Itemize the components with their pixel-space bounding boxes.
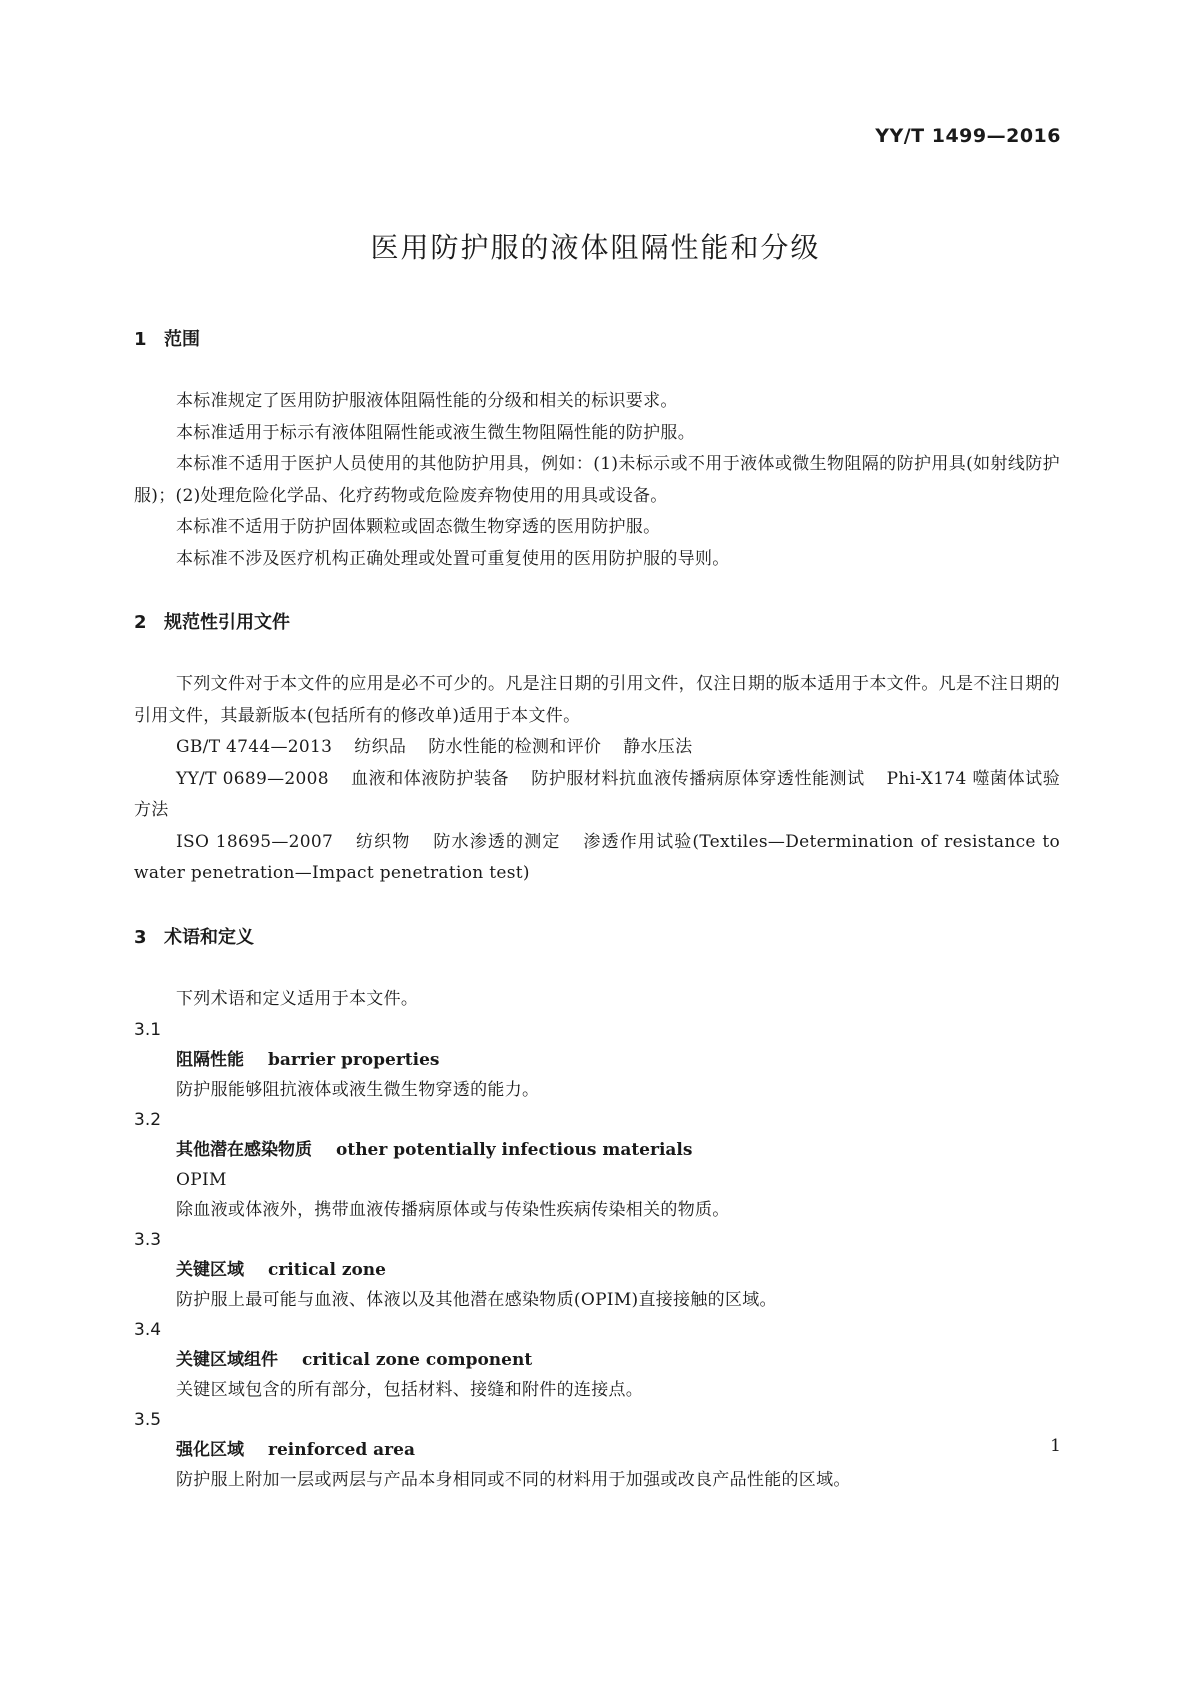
section-number: 1 [134, 329, 147, 350]
term-definition: 防护服上附加一层或两层与产品本身相同或不同的材料用于加强或改良产品性能的区域。 [176, 1470, 851, 1490]
term-entry [134, 1225, 1060, 1315]
section-number: 3 [134, 926, 147, 948]
section-title: 范围 [164, 329, 200, 350]
term-abbreviation: OPIM [176, 1170, 227, 1190]
term-name-en: barrier properties [268, 1050, 440, 1070]
term-number: 3.3 [134, 1230, 162, 1250]
term-name [134, 1255, 1060, 1285]
document-body [134, 328, 1060, 1495]
reference-code: GB/T 4744—2013 [176, 737, 333, 757]
term-entry [134, 1015, 1060, 1105]
term-name [134, 1045, 1060, 1075]
reference-entry [134, 732, 1060, 764]
paragraph: 本标准不适用于医护人员使用的其他防护用具，例如：(1)未标示或不用于液体或微生物阻隔的防护用具(如射线防护服)；(2)处理危险化学品、化疗药物或危险废弃物使用的用具或设备。 [134, 454, 1060, 506]
reference-part: Phi-X174 噬菌体试验方法 [134, 768, 1060, 820]
term-name [134, 1435, 1060, 1465]
reference-part: 纺织品 [354, 737, 407, 757]
paragraph: 本标准规定了医用防护服液体阻隔性能的分级和相关的标识要求。 [176, 391, 678, 411]
document-title: 医用防护服的液体阻隔性能和分级 [370, 231, 821, 264]
reference-code: ISO 18695—2007 [176, 831, 334, 852]
term-number: 3.2 [134, 1110, 162, 1130]
term-entry [134, 1315, 1060, 1405]
term-definition: 防护服上最可能与血液、体液以及其他潜在感染物质(OPIM)直接接触的区域。 [176, 1290, 777, 1310]
term-definition: 防护服能够阻抗液体或液生微生物穿透的能力。 [176, 1080, 540, 1100]
term-name-en: critical zone [268, 1260, 386, 1280]
term-name-cn: 阻隔性能 [176, 1050, 244, 1070]
term-name-en: critical zone component [302, 1350, 533, 1370]
reference-part: 防水渗透的测定 [432, 831, 561, 852]
term-name-cn: 关键区域组件 [176, 1350, 278, 1370]
reference-part: 防水性能的检测和评价 [428, 737, 602, 757]
page-number: 1 [1050, 1436, 1061, 1456]
reference-part: 防护服材料抗血液传播病原体穿透性能测试 [531, 768, 865, 789]
reference-code: YY/T 0689—2008 [176, 768, 329, 789]
standard-code: YY/T 1499—2016 [875, 125, 1061, 147]
term-definition: 除血液或体液外，携带血液传播病原体或与传染性疾病传染相关的物质。 [176, 1200, 730, 1220]
term-name-en: reinforced area [268, 1440, 415, 1460]
term-name-en: other potentially infectious materials [336, 1140, 693, 1160]
reference-part: 血液和体液防护装备 [350, 768, 510, 789]
reference-part: 渗透作用试验(Textiles—Determination of resistance to water penetration—Impact penetration test) [134, 831, 1060, 883]
term-number: 3.4 [134, 1320, 162, 1340]
reference-part: 纺织物 [355, 831, 411, 852]
term-name-cn: 其他潜在感染物质 [176, 1140, 312, 1160]
term-name [134, 1345, 1060, 1375]
term-name-cn: 强化区域 [176, 1440, 244, 1460]
paragraph: 本标准不涉及医疗机构正确处理或处置可重复使用的医用防护服的导则。 [176, 548, 730, 569]
section-3-heading [134, 926, 1060, 950]
paragraph: 本标准适用于标示有液体阻隔性能或液生微生物阻隔性能的防护服。 [176, 422, 695, 443]
term-entry [134, 1405, 1060, 1495]
section-number: 2 [134, 612, 147, 633]
reference-entry [134, 764, 1060, 827]
term-number: 3.1 [134, 1020, 162, 1040]
reference-entry [134, 827, 1060, 890]
section-title: 术语和定义 [164, 926, 254, 948]
section-1-heading [134, 328, 1060, 352]
term-name [134, 1135, 1060, 1165]
term-name-cn: 关键区域 [176, 1260, 244, 1280]
paragraph: 本标准不适用于防护固体颗粒或固态微生物穿透的医用防护服。 [176, 517, 661, 537]
term-definition: 关键区域包含的所有部分，包括材料、接缝和附件的连接点。 [176, 1380, 644, 1400]
term-number: 3.5 [134, 1410, 162, 1430]
section-title: 规范性引用文件 [164, 612, 290, 633]
reference-part: 静水压法 [623, 737, 693, 757]
term-entry [134, 1105, 1060, 1225]
paragraph: 下列术语和定义适用于本文件。 [176, 988, 419, 1009]
paragraph: 下列文件对于本文件的应用是必不可少的。凡是注日期的引用文件，仅注日期的版本适用于本文件。凡是不注日期的引用文件，其最新版本(包括所有的修改单)适用于本文件。 [134, 674, 1060, 726]
section-2-heading [134, 611, 1060, 635]
